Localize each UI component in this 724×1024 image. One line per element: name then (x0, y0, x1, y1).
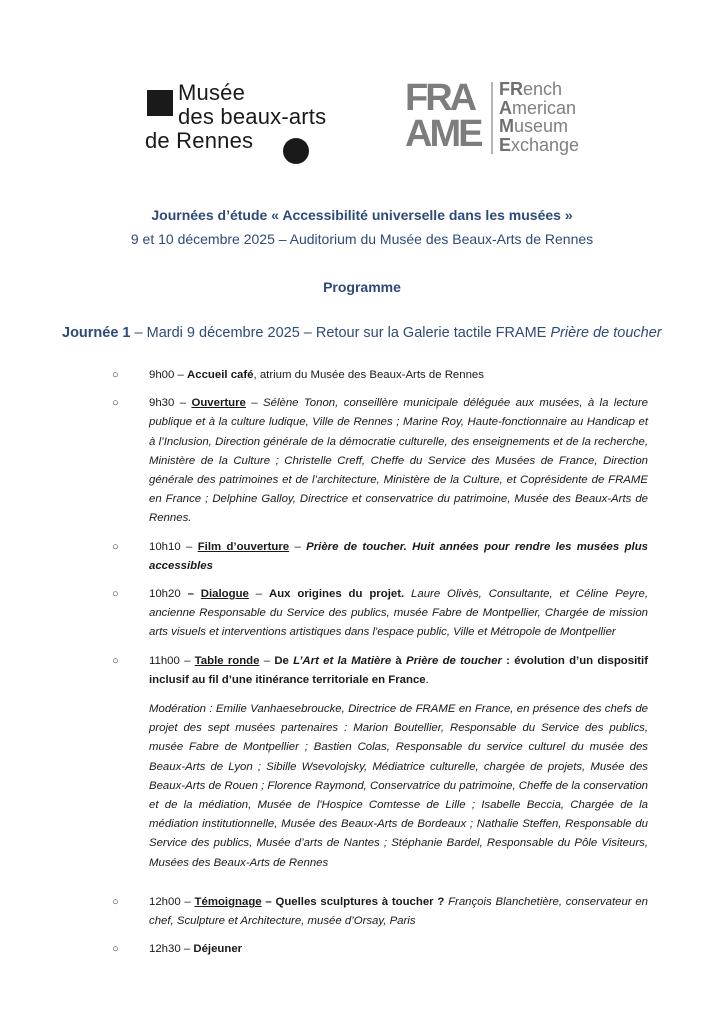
frame-monogram-top: FRA (405, 80, 475, 119)
item-title: Table ronde (194, 654, 260, 667)
item-time: 11h00 – (149, 654, 195, 667)
item-subtitle: Quelles sculptures à toucher ? (275, 895, 445, 908)
item-details: Prière de toucher. Huit années pour rendre les musées plus accessibles (149, 540, 648, 572)
item-details: François Blanchetière, conservateur en chef, Sculpture et Architecture, musée d’Orsay, Paris (149, 895, 649, 928)
bullet-icon: ○ (112, 943, 119, 956)
item-title: Film d’ouverture (197, 540, 290, 553)
round-table-moderation-note: Modération : Emilie Vanhaesebroucke, Directrice de FRAME en France, en présence des chefs de projet des sept musées partenaires : Marion Boutellier, Responsable du Service des publics, musée Fabre de Montpellier ; Bastien Colas, Responsable du service culturel du musée des Beaux-Arts de Lyon ; Sibille Wsevolojsky, Médiatrice culturelle, chargée de projets, Musée des Beaux-Arts de Rouen ; Florence Raymond, Conservatrice du patrimoine, Cheffe de la conservation et de la médiation, Musée de l'Hospice Comtesse de Lille ; Isabelle Beccia, Chargée de la médiation institutionnelle, Musée des Beaux-Arts de Bordeaux ; Nathalie Steffen, Responsable du Service des publics, Musée d’arts de Nantes ; Stéphanie Bardel, Responsable du Pôle Visiteurs, Musées des Beaux-Arts de Rennes (149, 703, 648, 869)
program-item-1100 (112, 652, 648, 690)
item-dash: – (187, 588, 201, 601)
program-item-1020 (112, 585, 648, 643)
frame-divider (491, 82, 493, 154)
bullet-icon: ○ (112, 369, 119, 381)
document-title: Journées d’étude « Accessibilité universelle dans les musées » (151, 207, 573, 223)
item-sep: – (248, 588, 269, 601)
program-list (112, 366, 648, 968)
program-item-1200 (112, 893, 648, 931)
frame-word-rest: ench (523, 79, 563, 99)
logo-square-icon (147, 90, 173, 116)
frame-word-exchange (499, 136, 579, 155)
logo-circle-icon (283, 138, 309, 164)
frame-monogram (405, 80, 483, 152)
item-time: 10h10 – (149, 540, 198, 553)
musee-beaux-arts-rennes-logo (145, 80, 375, 160)
day-1-heading (62, 325, 662, 341)
frame-initial: M (499, 116, 514, 136)
item-sep: – (289, 540, 307, 553)
item-subtitle-b: L’Art et la Matière (293, 654, 392, 667)
logo-line-1: Musée (178, 80, 246, 105)
program-item-0930 (112, 394, 648, 528)
frame-wordmark (499, 80, 579, 154)
item-subtitle-a: De (274, 654, 294, 667)
item-rest: , atrium du Musée des Beaux-Arts de Rennes (253, 369, 484, 381)
item-title: Dialogue (200, 588, 249, 601)
frame-word-rest: useum (514, 116, 569, 136)
item-time: 9h00 – (149, 369, 188, 381)
bullet-icon: ○ (112, 654, 119, 667)
frame-initial: E (499, 134, 512, 155)
bullet-icon: ○ (112, 540, 119, 553)
day-1-italic: Prière de toucher (550, 325, 662, 341)
programme-heading: Programme (323, 279, 401, 295)
logo-line-2: des beaux-arts (178, 104, 327, 129)
frame-word-rest: xchange (511, 134, 580, 155)
bullet-icon: ○ (112, 588, 119, 601)
item-time: 9h30 – (149, 397, 192, 410)
item-title: Déjeuner (193, 943, 243, 956)
bullet-icon: ○ (112, 895, 119, 908)
item-subtitle-d: Prière de toucher (406, 654, 502, 667)
frame-initial: A (499, 97, 512, 118)
item-title: Témoignage (194, 895, 262, 908)
item-details: Laure Olivès, Consultante, et Céline Peyre, ancienne Responsable du Service des publics, musée Fabre de Montpellier, Chargée de mission arts visuels et interventions artistiques dans l'espace public, Ville et Métropole de Montpellier (149, 588, 649, 639)
program-item-0900 (112, 366, 648, 385)
item-time: 12h00 – (149, 895, 195, 908)
item-subtitle-e: : évolution d’un dispositif inclusif au fil d’une itinérance territoriale en France (149, 654, 648, 686)
item-time: 12h30 – (149, 943, 194, 956)
document-subtitle: 9 et 10 décembre 2025 – Auditorium du Musée des Beaux-Arts de Rennes (130, 231, 594, 247)
item-subtitle-f: . (425, 673, 429, 686)
day-1-label: Journée 1 (62, 325, 131, 341)
frame-word-french (499, 80, 579, 99)
day-1-text: – Mardi 9 décembre 2025 – Retour sur la Galerie tactile FRAME (130, 325, 551, 341)
item-subtitle: Aux origines du projet. (268, 588, 405, 601)
item-time: 10h20 (149, 588, 188, 601)
item-title: Ouverture (191, 397, 246, 410)
logo-line-3: de Rennes (145, 128, 254, 153)
frame-logo (405, 80, 605, 160)
program-item-1230 (112, 940, 648, 959)
program-item-1010 (112, 538, 648, 576)
item-sep: – (259, 654, 275, 667)
item-details: Sélène Tonon, conseillère municipale déléguée aux musées, à la lecture publique et à la culture ludique, Ville de Rennes ; Marine Roy, Haute-fonctionnaire au Handicap et à l’Inclusion, Direction générale de la démocratie culturelle, des enseignements et de la recherche, Ministère de la Culture ; Christelle Creff, Cheffe du Service des Musées de France, Direction générale des patrimoines et de l’architecture, Ministère de la Culture, et Coprésidente de FRAME en France ; Delphine Galloy, Directrice et conservatrice du patrimoine, Musée des Beaux-Arts de Rennes. (149, 397, 648, 525)
item-title: Accueil café (187, 369, 254, 381)
item-sep: – (261, 895, 276, 908)
item-sep: – (245, 397, 264, 410)
frame-word-rest: merican (512, 97, 577, 118)
item-subtitle-c: à (391, 654, 407, 667)
frame-monogram-bottom: AME (405, 113, 481, 152)
frame-word-museum (499, 117, 579, 136)
bullet-icon: ○ (112, 397, 119, 410)
frame-initial: FR (499, 79, 523, 99)
frame-word-american (499, 99, 579, 118)
